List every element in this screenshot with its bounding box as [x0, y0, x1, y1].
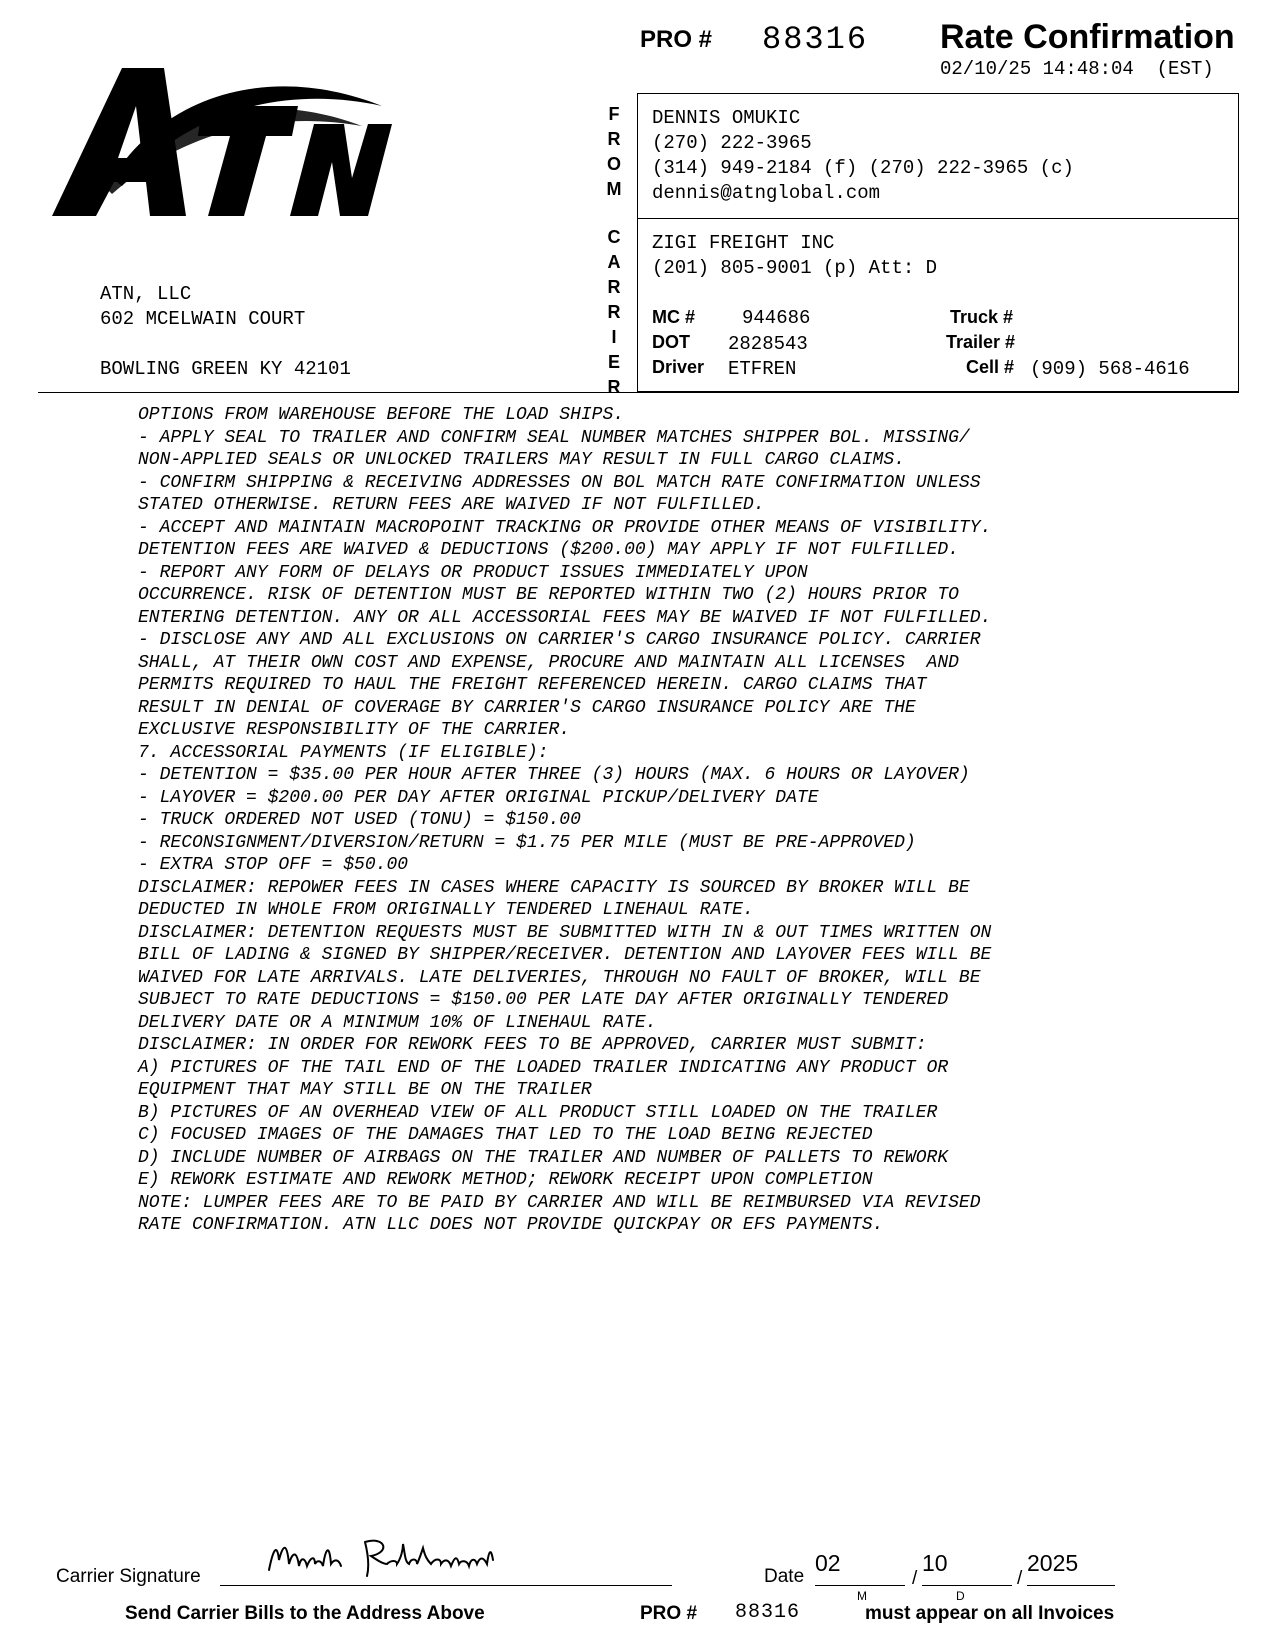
from-phone-line2: (314) 949-2184 (f) (270) 222-3965 (c): [652, 157, 1074, 179]
terms-line: - CONFIRM SHIPPING & RECEIVING ADDRESSES ON BOL MATCH RATE CONFIRMATION UNLESS: [138, 472, 981, 493]
date-year-line: [1027, 1585, 1115, 1586]
mc-value: 944686: [742, 307, 811, 329]
date-month: 02: [815, 1550, 841, 1576]
terms-line: B) PICTURES OF AN OVERHEAD VIEW OF ALL PRODUCT STILL LOADED ON THE TRAILER: [138, 1102, 938, 1123]
terms-line: - DISCLOSE ANY AND ALL EXCLUSIONS ON CARRIER'S CARGO INSURANCE POLICY. CARRIER: [138, 630, 981, 650]
pro-label: PRO #: [640, 26, 713, 53]
box-divider: [637, 218, 1239, 219]
terms-line: - APPLY SEAL TO TRAILER AND CONFIRM SEAL NUMBER MATCHES SHIPPER BOL. MISSING/: [138, 427, 970, 448]
truck-label: Truck #: [950, 307, 1014, 327]
company-street: 602 MCELWAIN COURT: [100, 308, 306, 330]
date-slash-1: /: [912, 1568, 918, 1589]
terms-line: - LAYOVER = $200.00 PER DAY AFTER ORIGINAL PICKUP/DELIVERY DATE: [138, 787, 819, 808]
cell-value: (909) 568-4616: [1030, 358, 1190, 380]
date-day-sub: D: [956, 1589, 965, 1603]
terms-line: - RECONSIGNMENT/DIVERSION/RETURN = $1.75 PER MILE (MUST BE PRE-APPROVED): [138, 832, 916, 853]
terms-line: ENTERING DETENTION. ANY OR ALL ACCESSORIAL FEES MAY BE WAIVED IF NOT FULFILLED.: [138, 607, 992, 628]
trailer-label: Trailer #: [946, 332, 1016, 352]
carrier-name: ZIGI FREIGHT INC: [652, 232, 835, 254]
atn-logo-icon: [52, 66, 392, 226]
from-vertical-label: F R O M: [606, 104, 622, 199]
footer-pro-number: 88316: [735, 1601, 801, 1624]
mc-label: MC #: [652, 307, 696, 327]
terms-line: WAIVED FOR LATE ARRIVALS. LATE DELIVERIES, THROUGH NO FAULT OF BROKER, WILL BE: [138, 967, 981, 988]
header-rule: [38, 392, 1239, 393]
terms-line: A) PICTURES OF THE TAIL END OF THE LOADED TRAILER INDICATING ANY PRODUCT OR: [138, 1057, 949, 1078]
terms-line: OPTIONS FROM WAREHOUSE BEFORE THE LOAD SHIPS.: [138, 405, 625, 425]
company-address: [100, 282, 351, 382]
terms-line: BILL OF LADING & SIGNED BY SHIPPER/RECEIVER. DETENTION AND LAYOVER FEES WILL BE: [138, 945, 992, 965]
terms-line: - ACCEPT AND MAINTAIN MACROPOINT TRACKING OR PROVIDE OTHER MEANS OF VISIBILITY.: [138, 517, 992, 538]
signature-label: Carrier Signature: [56, 1566, 201, 1587]
page-title: Rate Confirmation: [940, 18, 1235, 56]
terms-line: C) FOCUSED IMAGES OF THE DAMAGES THAT LED TO THE LOAD BEING REJECTED: [138, 1125, 873, 1145]
terms-line: EQUIPMENT THAT MAY STILL BE ON THE TRAILER: [138, 1080, 592, 1100]
company-city-line: BOWLING GREEN KY 42101: [100, 358, 351, 380]
terms-line: - REPORT ANY FORM OF DELAYS OR PRODUCT ISSUES IMMEDIATELY UPON: [138, 562, 808, 583]
terms-line: EXCLUSIVE RESPONSIBILITY OF THE CARRIER.: [138, 720, 571, 740]
terms-line: DETENTION FEES ARE WAIVED & DEDUCTIONS ($200.00) MAY APPLY IF NOT FULFILLED.: [138, 540, 959, 560]
timestamp: 02/10/25 14:48:04 (EST): [940, 58, 1214, 80]
terms-line: - TRUCK ORDERED NOT USED (TONU) = $150.00: [138, 810, 581, 830]
from-block: [652, 106, 1074, 206]
driver-label: Driver: [652, 357, 705, 377]
footer-invoice-note: must appear on all Invoices: [865, 1603, 1115, 1624]
terms-line: OCCURRENCE. RISK OF DETENTION MUST BE REPORTED WITHIN TWO (2) HOURS PRIOR TO: [138, 585, 959, 605]
carrier-vertical-label: C A R R I E R: [607, 227, 621, 397]
terms-line: E) REWORK ESTIMATE AND REWORK METHOD; REWORK RECEIPT UPON COMPLETION: [138, 1170, 873, 1190]
terms-line: DELIVERY DATE OR A MINIMUM 10% OF LINEHAUL RATE.: [138, 1012, 657, 1033]
terms-line: SUBJECT TO RATE DEDUCTIONS = $150.00 PER LATE DAY AFTER ORIGINALLY TENDERED: [138, 990, 949, 1010]
from-contact-name: DENNIS OMUKIC: [652, 107, 801, 129]
footer-pro-label: PRO #: [640, 1603, 698, 1624]
signature-line: [220, 1585, 672, 1586]
terms-line: RATE CONFIRMATION. ATN LLC DOES NOT PROVIDE QUICKPAY OR EFS PAYMENTS.: [138, 1215, 884, 1235]
terms-line: 7. ACCESSORIAL PAYMENTS (IF ELIGIBLE):: [138, 742, 549, 763]
date-day: 10: [922, 1550, 948, 1576]
date-day-line: [922, 1585, 1012, 1586]
terms-line: - DETENTION = $35.00 PER HOUR AFTER THREE (3) HOURS (MAX. 6 HOURS OR LAYOVER): [138, 765, 970, 785]
terms-line: RESULT IN DENIAL OF COVERAGE BY CARRIER'S CARGO INSURANCE POLICY ARE THE: [138, 697, 916, 718]
carrier-signature: [265, 1530, 555, 1585]
from-phone: (270) 222-3965: [652, 132, 812, 154]
terms-line: SHALL, AT THEIR OWN COST AND EXPENSE, PROCURE AND MAINTAIN ALL LICENSES AND: [138, 652, 959, 673]
date-slash-2: /: [1017, 1568, 1023, 1589]
date-month-line: [815, 1585, 905, 1586]
date-month-sub: M: [857, 1589, 867, 1603]
terms-line: STATED OTHERWISE. RETURN FEES ARE WAIVED IF NOT FULFILLED.: [138, 495, 765, 515]
carrier-block: [652, 231, 937, 281]
terms-line: PERMITS REQUIRED TO HAUL THE FREIGHT REFERENCED HEREIN. CARGO CLAIMS THAT: [138, 675, 927, 695]
company-name: ATN, LLC: [100, 283, 192, 305]
terms-line: DISCLAIMER: DETENTION REQUESTS MUST BE SUBMITTED WITH IN & OUT TIMES WRITTEN ON: [138, 922, 992, 943]
from-email[interactable]: dennis@atnglobal.com: [652, 182, 881, 204]
cell-label: Cell #: [966, 357, 1015, 377]
terms-line: NON-APPLIED SEALS OR UNLOCKED TRAILERS MAY RESULT IN FULL CARGO CLAIMS.: [138, 450, 905, 470]
pro-number: 88316: [762, 21, 869, 58]
terms-line: DISCLAIMER: REPOWER FEES IN CASES WHERE CAPACITY IS SOURCED BY BROKER WILL BE: [138, 877, 970, 898]
terms-line: DISCLAIMER: IN ORDER FOR REWORK FEES TO BE APPROVED, CARRIER MUST SUBMIT:: [138, 1035, 927, 1055]
dot-label: DOT: [652, 332, 690, 352]
dot-value: 2828543: [728, 333, 808, 355]
terms-line: D) INCLUDE NUMBER OF AIRBAGS ON THE TRAILER AND NUMBER OF PALLETS TO REWORK: [138, 1147, 949, 1168]
date-label: Date: [764, 1566, 805, 1587]
terms-line: NOTE: LUMPER FEES ARE TO BE PAID BY CARRIER AND WILL BE REIMBURSED VIA REVISED: [138, 1192, 981, 1213]
terms-text: [138, 404, 991, 1237]
terms-line: DEDUCTED IN WHOLE FROM ORIGINALLY TENDERED LINEHAUL RATE.: [138, 900, 754, 920]
footer-billing-note: Send Carrier Bills to the Address Above: [125, 1603, 485, 1624]
carrier-phone-line: (201) 805-9001 (p) Att: D: [652, 257, 938, 279]
date-year: 2025: [1027, 1550, 1079, 1576]
driver-value: ETFREN: [728, 358, 797, 380]
terms-line: - EXTRA STOP OFF = $50.00: [138, 855, 409, 875]
